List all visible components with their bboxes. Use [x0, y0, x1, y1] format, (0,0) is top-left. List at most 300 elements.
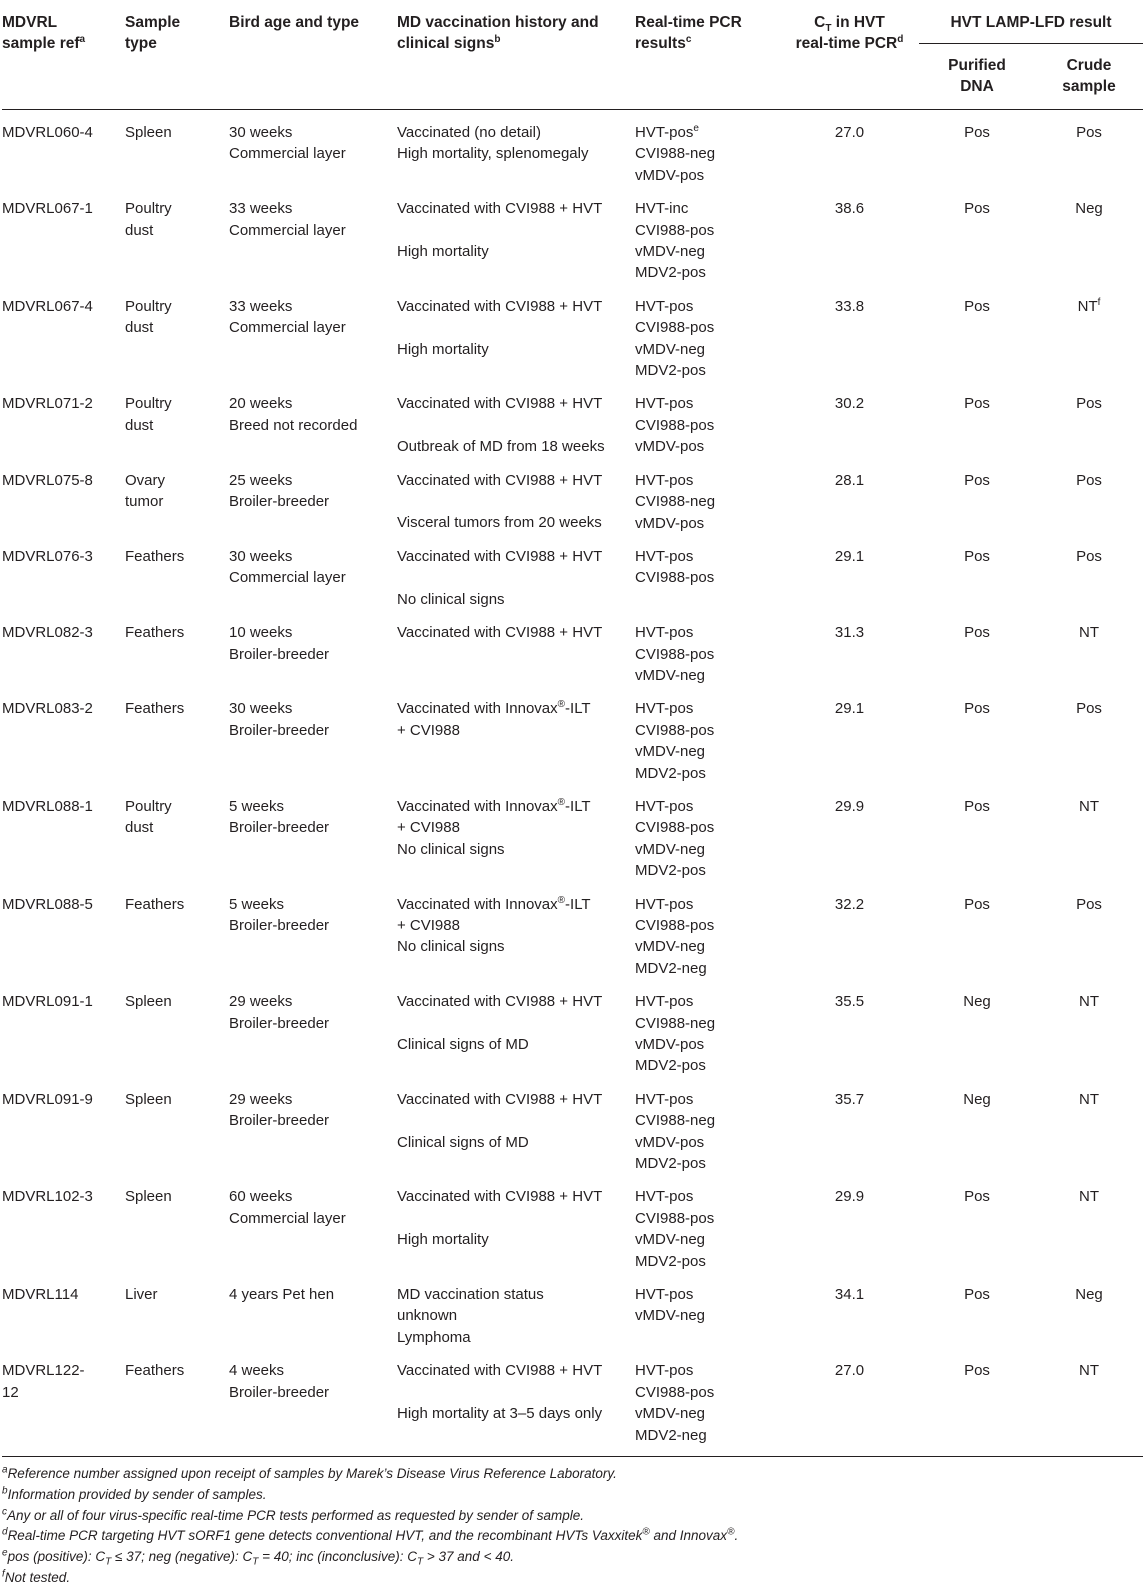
bird-age-line: [229, 1110, 397, 1131]
cell-purified-dna: [919, 1273, 1035, 1349]
bird-age-text: 20 weeks: [229, 395, 293, 413]
pcr-result-line: [635, 317, 780, 338]
history-text: + CVI988: [397, 721, 460, 739]
sample-ref-text: MDVRL082-3: [2, 624, 93, 642]
cell-purified-dna: [919, 611, 1035, 687]
table-row: [2, 382, 1143, 458]
ct-value-line: [780, 1186, 919, 1207]
footnote-mark: a: [2, 1464, 8, 1476]
pcr-result-text: MDV2-pos: [635, 1155, 706, 1173]
cell-sample-ref: [2, 1175, 125, 1273]
purified-result-text: Pos: [964, 1286, 990, 1304]
pcr-result-text: MDV2-pos: [635, 264, 706, 282]
bird-age-line: [229, 470, 397, 491]
crude-result-line: [1035, 894, 1143, 915]
sample-type-line: [125, 393, 229, 414]
footnote: [2, 1547, 1145, 1568]
sample-ref-text: MDVRL091-1: [2, 993, 93, 1011]
sample-type-text: dust: [125, 819, 154, 837]
table-row: [2, 1078, 1143, 1176]
history-line: [397, 720, 635, 741]
history-text: Vaccinated with CVI988 + HVT: [397, 297, 603, 315]
pcr-result-text: MDV2-neg: [635, 959, 707, 977]
crude-result-line: [1035, 1284, 1143, 1305]
pcr-result-line: [635, 1360, 780, 1381]
cell-sample-ref: [2, 785, 125, 883]
footnote-mark: c: [2, 1506, 7, 1518]
purified-result-line: [919, 198, 1035, 219]
bird-age-text: 5 weeks: [229, 797, 285, 815]
pcr-result-text: HVT-pos: [635, 297, 694, 315]
pcr-result-text: MDV2-pos: [635, 1057, 706, 1075]
purified-result-text: Pos: [964, 700, 990, 718]
ct-value-line: [780, 393, 919, 414]
ct-value-text: 35.5: [834, 993, 865, 1011]
cell-sample-type: [125, 187, 229, 285]
blank-line: [397, 1382, 635, 1403]
purified-result-text: Pos: [964, 547, 990, 565]
pcr-result-line: [635, 546, 780, 567]
pcr-result-line: [635, 1229, 780, 1250]
history-text: Visceral tumors from 20 weeks: [397, 514, 602, 532]
pcr-result-text: CVI988-pos: [635, 1383, 715, 1401]
cell-sample-ref: [2, 535, 125, 611]
cell-pcr-results: [635, 110, 780, 188]
bird-age-text: 30 weeks: [229, 700, 293, 718]
history-line: [397, 817, 635, 838]
sample-ref-text: MDVRL091-9: [2, 1090, 93, 1108]
blank-line: [397, 491, 635, 512]
bird-age-line: [229, 698, 397, 719]
crude-result-line: [1035, 122, 1143, 143]
cell-crude-sample: [1035, 611, 1143, 687]
cell-ct-value: [780, 785, 919, 883]
history-line: [397, 512, 635, 533]
sample-type-text: Spleen: [125, 1090, 172, 1108]
history-line: [397, 546, 635, 567]
cell-vaccination-history: [397, 1273, 635, 1349]
ct-value-text: 31.3: [834, 624, 865, 642]
footnote: [2, 1485, 1145, 1506]
cell-purified-dna: [919, 459, 1035, 535]
history-line: [397, 122, 635, 143]
sample-type-text: dust: [125, 416, 154, 434]
history-text: Vaccinated (no detail): [397, 124, 541, 141]
footnote-text: Not tested.: [4, 1569, 71, 1585]
crude-result-text: NT: [1079, 1188, 1099, 1206]
bird-age-line: [229, 1208, 397, 1229]
pcr-result-line: [635, 1403, 780, 1424]
history-line: [397, 915, 635, 936]
cell-crude-sample: [1035, 1273, 1143, 1349]
pcr-result-text: CVI988-pos: [635, 569, 715, 587]
pcr-result-line: [635, 122, 780, 143]
sample-ref-line: [2, 991, 125, 1012]
pcr-result-text: HVT-pos: [635, 624, 694, 642]
cell-ct-value: [780, 535, 919, 611]
history-line: [397, 622, 635, 643]
cell-bird-age: [229, 611, 397, 687]
pcr-result-text: CVI988-pos: [635, 916, 715, 934]
table-header: [2, 0, 1143, 110]
purified-result-line: [919, 1360, 1035, 1381]
pcr-result-text: MDV2-neg: [635, 1426, 707, 1444]
purified-result-text: Pos: [964, 1362, 990, 1380]
cell-bird-age: [229, 1078, 397, 1176]
cell-crude-sample: [1035, 459, 1143, 535]
bird-age-line: [229, 1360, 397, 1381]
sample-type-text: Liver: [125, 1286, 158, 1304]
pcr-result-text: MDV2-pos: [635, 362, 706, 380]
cell-sample-ref: [2, 1349, 125, 1456]
bird-age-line: [229, 1284, 397, 1305]
blank-line: [397, 1013, 635, 1034]
pcr-result-line: [635, 1251, 780, 1272]
cell-sample-type: [125, 883, 229, 981]
pcr-result-line: [635, 1382, 780, 1403]
purified-result-line: [919, 1186, 1035, 1207]
cell-bird-age: [229, 285, 397, 383]
cell-sample-ref: [2, 1273, 125, 1349]
cell-vaccination-history: [397, 535, 635, 611]
crude-result-text: Pos: [1076, 895, 1102, 913]
pcr-result-line: [635, 143, 780, 164]
header-sample-ref: MDVRL sample ref$^a$: [2, 14, 86, 52]
cell-vaccination-history: [397, 459, 635, 535]
bird-age-text: Commercial layer: [229, 1209, 346, 1227]
pcr-result-text: vMDV-neg: [635, 743, 706, 761]
history-line: [397, 198, 635, 219]
ct-value-text: 32.2: [834, 895, 865, 913]
history-text: Vaccinated with Innovax®-ILT: [397, 796, 591, 815]
purified-result-text: Pos: [964, 797, 990, 815]
table-row: [2, 1349, 1143, 1456]
sample-type-line: [125, 198, 229, 219]
table-row: [2, 459, 1143, 535]
crude-result-line: [1035, 1089, 1143, 1110]
cell-sample-ref: [2, 187, 125, 285]
blank-line: [397, 220, 635, 241]
cell-sample-ref: [2, 285, 125, 383]
cell-bird-age: [229, 687, 397, 785]
sample-ref-line: [2, 698, 125, 719]
pcr-result-text: CVI988-pos: [635, 416, 715, 434]
history-line: [397, 894, 635, 915]
cell-bird-age: [229, 382, 397, 458]
pcr-result-text: CVI988-neg: [635, 1014, 716, 1032]
sample-type-text: Feathers: [125, 1362, 185, 1380]
bird-age-text: Broiler-breeder: [229, 645, 330, 663]
blank-line: [397, 567, 635, 588]
history-line: [397, 991, 635, 1012]
history-text: Vaccinated with Innovax®-ILT: [397, 894, 591, 913]
sample-type-text: Poultry: [125, 797, 172, 815]
history-line: [397, 1284, 635, 1305]
pcr-result-line: [635, 513, 780, 534]
sample-ref-line: [2, 1382, 125, 1403]
purified-result-text: Pos: [964, 200, 990, 218]
history-text: Vaccinated with CVI988 + HVT: [397, 1188, 603, 1206]
history-line: [397, 698, 635, 719]
pcr-result-line: [635, 470, 780, 491]
pcr-result-line: [635, 1305, 780, 1326]
sample-ref-text: MDVRL102-3: [2, 1188, 93, 1206]
cell-bird-age: [229, 1349, 397, 1456]
purified-result-line: [919, 894, 1035, 915]
cell-sample-type: [125, 382, 229, 458]
cell-pcr-results: [635, 285, 780, 383]
crude-result-line: [1035, 991, 1143, 1012]
sample-ref-line: [2, 1089, 125, 1110]
pcr-result-text: vMDV-neg: [635, 666, 706, 684]
history-text: Vaccinated with CVI988 + HVT: [397, 1090, 603, 1108]
sample-ref-line: [2, 198, 125, 219]
pcr-result-line: [635, 241, 780, 262]
ct-value-text: 29.9: [834, 1188, 865, 1206]
footnote-text: Information provided by sender of samples.: [7, 1486, 267, 1502]
sample-ref-text: MDVRL114: [2, 1286, 79, 1304]
pcr-result-line: [635, 991, 780, 1012]
cell-sample-type: [125, 459, 229, 535]
crude-result-line: [1035, 1360, 1143, 1381]
table-row: [2, 1273, 1143, 1349]
cell-purified-dna: [919, 785, 1035, 883]
purified-result-line: [919, 470, 1035, 491]
pcr-result-line: [635, 339, 780, 360]
crude-result-text: NT: [1079, 993, 1099, 1011]
cell-crude-sample: [1035, 687, 1143, 785]
cell-crude-sample: [1035, 1349, 1143, 1456]
header-crude-sample: Crude sample: [1062, 57, 1116, 95]
history-text: MD vaccination status: [397, 1286, 544, 1304]
crude-result-line: [1035, 546, 1143, 567]
blank-line: [397, 317, 635, 338]
sample-ref-text: MDVRL122-: [2, 1362, 85, 1380]
sample-ref-line: [2, 894, 125, 915]
cell-ct-value: [780, 980, 919, 1078]
ct-value-line: [780, 1360, 919, 1381]
sample-type-line: [125, 1360, 229, 1381]
cell-vaccination-history: [397, 1349, 635, 1456]
cell-purified-dna: [919, 110, 1035, 188]
sample-type-line: [125, 622, 229, 643]
cell-purified-dna: [919, 1175, 1035, 1273]
history-line: [397, 241, 635, 262]
history-line: [397, 1360, 635, 1381]
purified-result-text: Neg: [963, 993, 991, 1011]
table-row: [2, 883, 1143, 981]
blank-line: [397, 415, 635, 436]
bird-age-line: [229, 1382, 397, 1403]
sample-ref-line: [2, 470, 125, 491]
pcr-result-text: HVT-pos: [635, 895, 694, 913]
pcr-result-line: [635, 915, 780, 936]
pcr-result-line: [635, 1034, 780, 1055]
cell-sample-ref: [2, 687, 125, 785]
cell-purified-dna: [919, 980, 1035, 1078]
bird-age-text: Broiler-breeder: [229, 916, 330, 934]
purified-result-text: Pos: [964, 297, 990, 315]
ct-value-line: [780, 698, 919, 719]
table-row: [2, 535, 1143, 611]
pcr-result-text: HVT-pos: [635, 1188, 694, 1206]
sample-type-line: [125, 415, 229, 436]
pcr-result-text: HVT-pos: [635, 547, 694, 565]
cell-sample-ref: [2, 611, 125, 687]
history-line: [397, 143, 635, 164]
footnote: [2, 1568, 1145, 1589]
purified-result-text: Pos: [964, 471, 990, 489]
ct-value-text: 27.0: [834, 124, 865, 141]
cell-ct-value: [780, 1273, 919, 1349]
cell-pcr-results: [635, 459, 780, 535]
cell-ct-value: [780, 611, 919, 687]
sample-ref-text: MDVRL088-5: [2, 895, 93, 913]
purified-result-line: [919, 698, 1035, 719]
pcr-result-line: [635, 1089, 780, 1110]
history-text: Clinical signs of MD: [397, 1133, 529, 1151]
pcr-result-line: [635, 567, 780, 588]
purified-result-line: [919, 796, 1035, 817]
cell-vaccination-history: [397, 1078, 635, 1176]
header-ct-value: $C_T$ in HVT real-time PCR$^d$: [795, 14, 904, 52]
bird-age-text: Broiler-breeder: [229, 819, 330, 837]
purified-result-text: Pos: [964, 395, 990, 413]
cell-crude-sample: [1035, 110, 1143, 188]
sample-type-line: [125, 817, 229, 838]
bird-age-text: 30 weeks: [229, 124, 293, 141]
pcr-result-text: HVT-inc: [635, 200, 689, 218]
history-line: [397, 936, 635, 957]
sample-ref-text: MDVRL067-1: [2, 200, 93, 218]
bird-age-text: Commercial layer: [229, 319, 346, 337]
pcr-result-text: CVI988-neg: [635, 493, 716, 511]
pcr-result-line: [635, 296, 780, 317]
cell-crude-sample: [1035, 187, 1143, 285]
cell-sample-type: [125, 535, 229, 611]
table-row: [2, 785, 1143, 883]
sample-type-line: [125, 894, 229, 915]
sample-type-text: Poultry: [125, 395, 172, 413]
pcr-result-line: [635, 393, 780, 414]
ct-value-text: 38.6: [834, 200, 865, 218]
pcr-result-line: [635, 817, 780, 838]
cell-ct-value: [780, 382, 919, 458]
footnote-text: pos (positive): $C_T \le 37$; neg (negative): $C_T = 40$; inc (inconclusive): $C_T > 37$ and < 40.: [7, 1549, 514, 1568]
pcr-result-line: [635, 262, 780, 283]
sample-ref-text: MDVRL071-2: [2, 395, 93, 413]
ct-value-line: [780, 991, 919, 1012]
history-text: High mortality, splenomegaly: [397, 145, 589, 163]
crude-result-text: NT: [1079, 1090, 1099, 1108]
bird-age-text: 60 weeks: [229, 1188, 293, 1206]
pcr-result-text: vMDV-neg: [635, 340, 706, 358]
pcr-result-text: vMDV-pos: [635, 1036, 705, 1054]
cell-ct-value: [780, 110, 919, 188]
ct-value-line: [780, 622, 919, 643]
pcr-result-line: [635, 1153, 780, 1174]
table-row: [2, 285, 1143, 383]
crude-result-text: NT: [1077, 297, 1098, 315]
cell-vaccination-history: [397, 1175, 635, 1273]
history-line: [397, 589, 635, 610]
pcr-result-line: [635, 360, 780, 381]
pcr-result-text: CVI988-pos: [635, 645, 715, 663]
sample-type-text: tumor: [125, 493, 164, 511]
pcr-result-text: HVT-pos: [635, 1362, 694, 1380]
sample-type-line: [125, 296, 229, 317]
sample-type-text: Poultry: [125, 297, 172, 315]
sample-type-line: [125, 1284, 229, 1305]
pcr-result-line: [635, 1208, 780, 1229]
sample-ref-text: MDVRL076-3: [2, 547, 93, 565]
cell-pcr-results: [635, 785, 780, 883]
cell-sample-ref: [2, 382, 125, 458]
pcr-result-text: vMDV-pos: [635, 1133, 705, 1151]
cell-purified-dna: [919, 535, 1035, 611]
pcr-result-text: CVI988-pos: [635, 721, 715, 739]
sample-type-text: Spleen: [125, 1188, 172, 1206]
cell-sample-ref: [2, 980, 125, 1078]
footnote-mark: f: [2, 1568, 5, 1580]
footnote-mark: d: [2, 1526, 8, 1538]
sample-ref-line: [2, 1284, 125, 1305]
ct-value-text: 29.9: [834, 797, 865, 815]
bird-age-line: [229, 1186, 397, 1207]
pcr-result-text: vMDV-neg: [635, 1405, 706, 1423]
history-line: [397, 1327, 635, 1348]
ct-value-text: 27.0: [834, 1362, 865, 1380]
bird-age-text: 10 weeks: [229, 624, 293, 642]
cell-pcr-results: [635, 1078, 780, 1176]
pcr-result-text: vMDV-pos: [635, 166, 705, 184]
bird-age-line: [229, 1013, 397, 1034]
bird-age-text: 4 years Pet hen: [229, 1286, 335, 1304]
sample-type-line: [125, 491, 229, 512]
cell-ct-value: [780, 1175, 919, 1273]
pcr-result-text: HVT-pos: [635, 993, 694, 1011]
pcr-result-text: CVI988-pos: [635, 319, 715, 337]
sample-type-text: dust: [125, 221, 154, 239]
purified-result-text: Neg: [963, 1090, 991, 1108]
history-line: [397, 296, 635, 317]
table-body: [2, 110, 1143, 1457]
history-line: [397, 1229, 635, 1250]
header-sample-type: Sample type: [125, 14, 181, 52]
history-line: [397, 339, 635, 360]
cell-bird-age: [229, 1273, 397, 1349]
bird-age-text: Commercial layer: [229, 569, 346, 587]
sample-ref-text: 12: [2, 1383, 19, 1401]
history-text: + CVI988: [397, 819, 460, 837]
pcr-result-text: CVI988-neg: [635, 145, 716, 163]
history-text: Outbreak of MD from 18 weeks: [397, 438, 605, 456]
purified-result-line: [919, 1284, 1035, 1305]
bird-age-text: 29 weeks: [229, 993, 293, 1011]
pcr-result-line: [635, 1132, 780, 1153]
history-line: [397, 393, 635, 414]
cell-purified-dna: [919, 687, 1035, 785]
pcr-result-line: [635, 622, 780, 643]
sample-type-text: Spleen: [125, 124, 172, 141]
footnote: [2, 1464, 1145, 1485]
cell-crude-sample: [1035, 285, 1143, 383]
bird-age-line: [229, 220, 397, 241]
cell-vaccination-history: [397, 285, 635, 383]
pcr-result-text: vMDV-neg: [635, 938, 706, 956]
ct-value-text: 35.7: [834, 1090, 865, 1108]
history-text: + CVI988: [397, 916, 460, 934]
